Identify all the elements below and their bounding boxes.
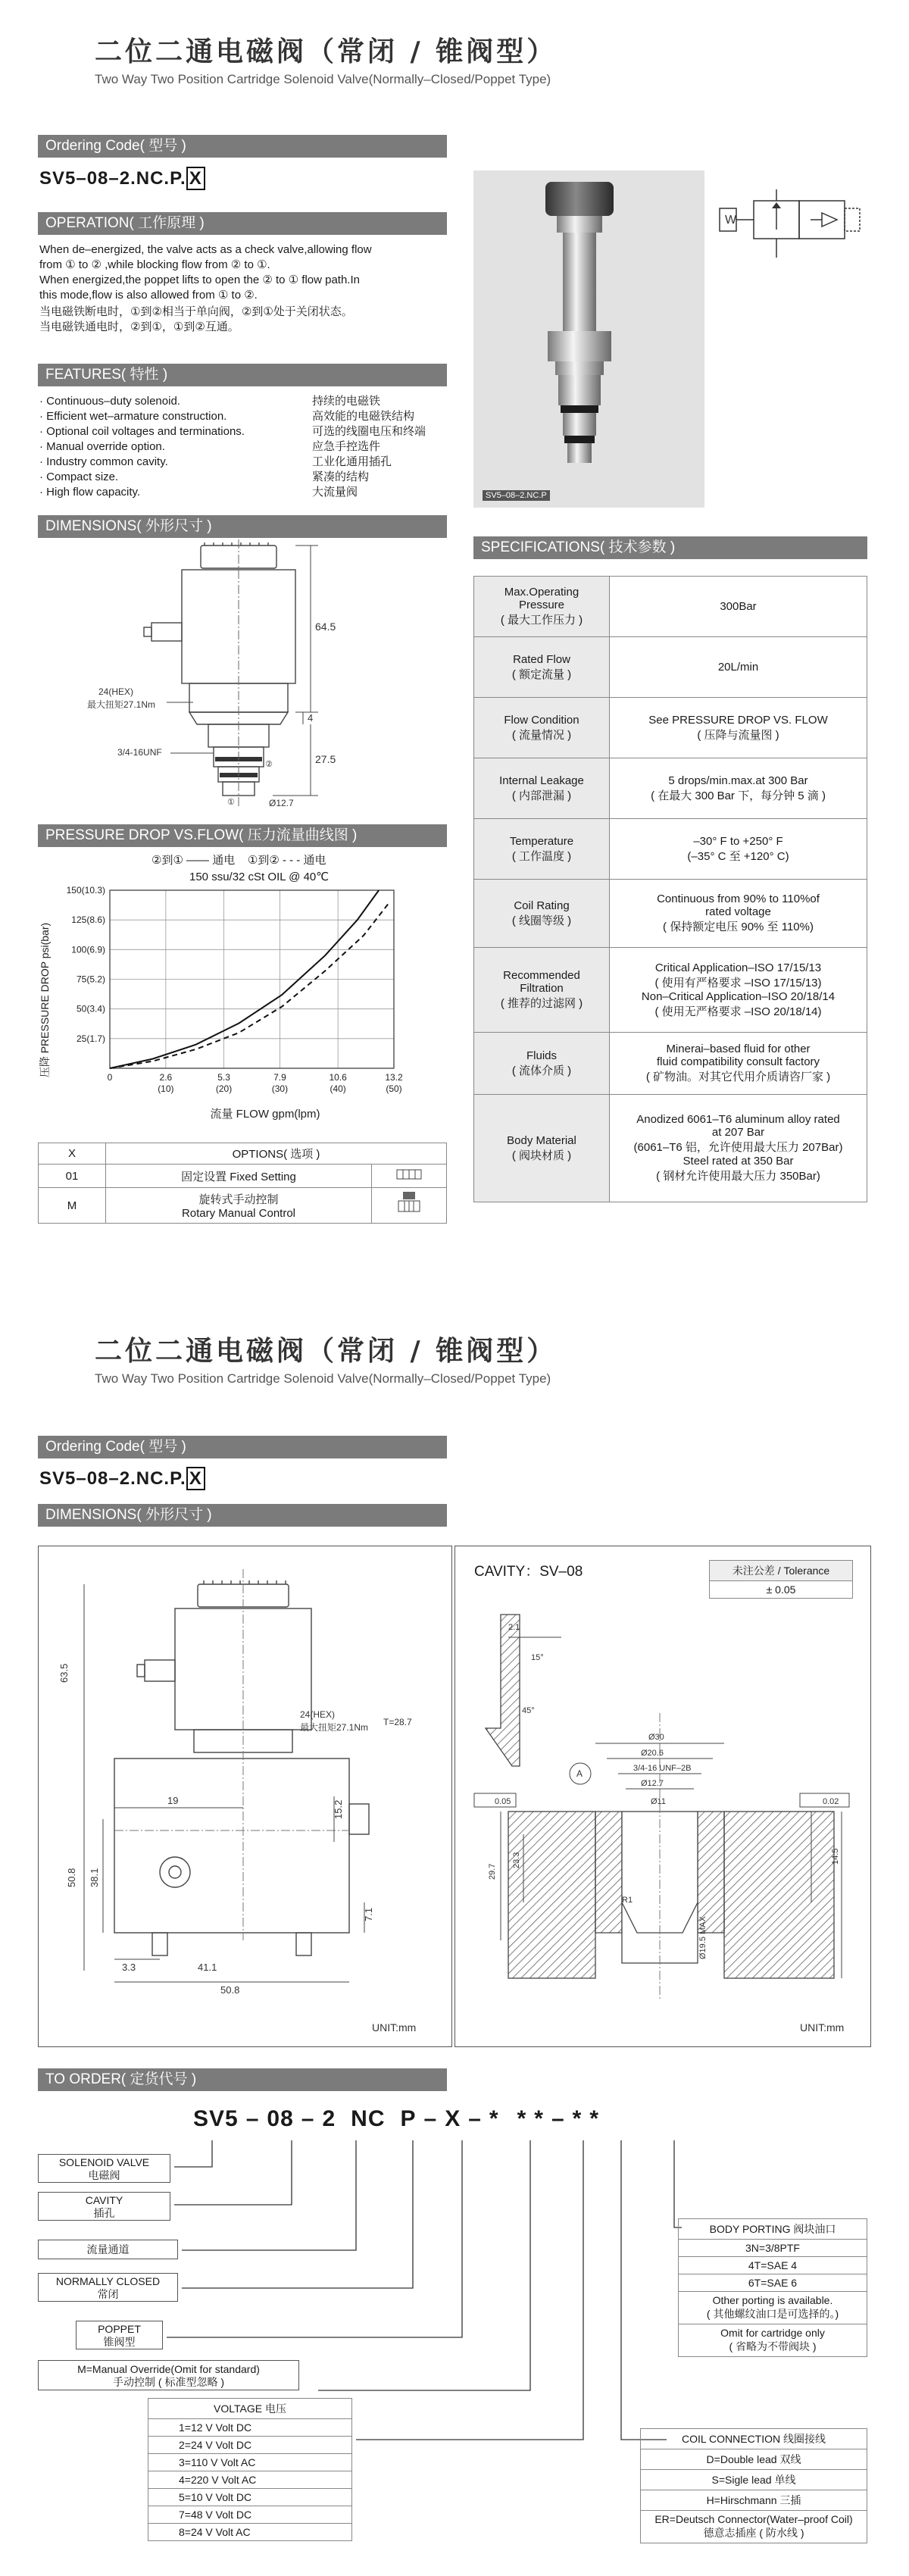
dim-label-64-5: 64.5 <box>315 621 336 633</box>
order-normally-closed: NORMALLY CLOSED 常闭 <box>38 2273 178 2302</box>
dim2-50-8: 50.8 <box>66 1868 77 1887</box>
feature-en: · Efficient wet–armature construction. <box>39 410 227 423</box>
order-manual-override: M=Manual Override(Omit for standard) 手动控制 ( 标准型忽略 ) <box>38 2360 299 2390</box>
dim2-3-3: 3.3 <box>122 1962 136 1973</box>
code-part: * <box>589 2106 600 2131</box>
chart-xlabel: 流量 FLOW gpm(lpm) <box>210 1108 320 1121</box>
spec-value: Minerai–based fluid for other fluid compatibility consult factory ( 矿物油。对其它代用介质请咨厂家 ) <box>610 1033 867 1095</box>
feature-item <box>39 470 448 485</box>
spec-name: Internal Leakage ( 内部泄漏 ) <box>474 758 610 819</box>
chart-legend <box>152 852 326 868</box>
pressure-drop-bar: PRESSURE DROP VS.FLOW( 压力流量曲线图 ) <box>38 824 447 847</box>
spec-value: Anodized 6061–T6 aluminum alloy rated at 207 Bar (6061–T6 铝，允许使用最大压力 207Bar) Steel rated at 350 Bar ( 钢材允许使用最大压力 350Bar) <box>610 1095 867 1202</box>
voltage-row: 4=220 V Volt AC <box>148 2471 352 2489</box>
cav-23-3: 23.3 <box>512 1852 521 1868</box>
features-list <box>39 394 448 500</box>
dim2-38-1: 38.1 <box>89 1868 100 1887</box>
hydraulic-symbol <box>716 186 867 269</box>
feature-item <box>39 485 448 500</box>
feature-cn: 紧凑的结构 <box>312 470 370 483</box>
operation-line: 当电磁铁断电时，①到②相当于单向阀，②到①处于关闭状态。 <box>39 305 353 318</box>
order-cavity: CAVITY 插孔 <box>38 2192 170 2221</box>
spec-name: Flow Condition ( 流量情况 ) <box>474 698 610 758</box>
dim2-t28-7: T=28.7 <box>383 1717 412 1727</box>
chart-xtick-label: 13.2 <box>385 1072 403 1083</box>
chart-xtick-sublabel: (10) <box>158 1083 174 1094</box>
feature-en: · Compact size. <box>39 470 119 483</box>
body-porting-row: 4T=SAE 4 <box>679 2257 867 2274</box>
spec-name: Coil Rating ( 线圈等级 ) <box>474 880 610 948</box>
page2-ordering-code <box>39 1468 205 1490</box>
tolerance-value: ± 0.05 <box>710 1581 853 1599</box>
valve-photo-illustration <box>473 170 704 508</box>
unit-label-1: UNIT:mm <box>372 2021 417 2034</box>
code-part: – <box>551 2106 565 2131</box>
cav-2-1: 2.1 <box>508 1623 520 1632</box>
order-poppet: POPPET 锥阀型 <box>76 2321 163 2349</box>
feature-cn: 可选的线圈电压和终端 <box>312 425 426 438</box>
cav-ref-a: A <box>576 1768 583 1779</box>
feature-cn: 工业化通用插孔 <box>312 455 392 468</box>
specifications-table <box>473 576 867 1202</box>
coil-connection-table <box>640 2428 867 2543</box>
coil-row: S=Sigle lead 单线 <box>641 2470 867 2490</box>
operation-line: When de–energized, the valve acts as a check valve,allowing flow <box>39 243 372 256</box>
coil-title: COIL CONNECTION 线圈接线 <box>641 2429 867 2449</box>
voltage-row: 8=24 V Volt AC <box>148 2524 352 2541</box>
cav-d19-5: Ø19.5 MAX <box>698 1916 708 1959</box>
operation-line: When energized,the poppet lifts to open the ② to ① flow path.In <box>39 274 360 286</box>
ordering-code <box>39 168 205 189</box>
spec-name: Fluids ( 流体介质 ) <box>474 1033 610 1095</box>
ordering-code-text: SV5–08–2.NC.P. <box>39 168 186 189</box>
product-photo <box>473 170 704 508</box>
feature-item <box>39 455 448 470</box>
options-table <box>38 1143 447 1224</box>
dimension-drawing-1 <box>38 539 447 812</box>
pressure-drop-chart <box>38 849 447 1125</box>
body-porting-table <box>678 2218 867 2357</box>
code-part: – <box>468 2106 482 2131</box>
voltage-title: VOLTAGE 电压 <box>148 2399 352 2419</box>
chart-ylabel: 压降 PRESSURE DROP psi(bar) <box>39 922 51 1078</box>
cav-d12-7: Ø12.7 <box>641 1779 664 1788</box>
body-porting-title: BODY PORTING 阀块油口 <box>679 2219 867 2240</box>
voltage-row: 2=24 V Volt DC <box>148 2437 352 2454</box>
cav-r1: R1 <box>622 1896 633 1905</box>
unit-label-2: UNIT:mm <box>800 2021 845 2034</box>
feature-cn: 应急手控选件 <box>312 440 381 453</box>
rotary-manual-icon <box>372 1188 447 1224</box>
fixed-setting-icon <box>372 1165 447 1188</box>
dim2-torque: 最大扭矩27.1Nm <box>300 1722 369 1733</box>
dim2-41-1: 41.1 <box>198 1962 217 1973</box>
cav-45deg: 45° <box>522 1706 535 1715</box>
body-porting-row: 6T=SAE 6 <box>679 2274 867 2292</box>
options-header-title: OPTIONS( 选项 ) <box>106 1143 447 1165</box>
code-part: * <box>572 2106 583 2131</box>
chart-xtick-label: 2.6 <box>159 1072 173 1083</box>
code-part: * <box>489 2106 499 2131</box>
cav-15deg: 15° <box>531 1653 544 1662</box>
code-part: * <box>534 2106 544 2131</box>
spec-name: Rated Flow ( 额定流量 ) <box>474 637 610 698</box>
chart-xtick-label: 0 <box>107 1072 113 1083</box>
feature-cn: 持续的电磁铁 <box>312 395 381 408</box>
dim2-19: 19 <box>167 1795 179 1806</box>
feature-cn: 大流量阀 <box>312 486 358 499</box>
chart-xtick-sublabel: (40) <box>330 1083 346 1094</box>
dim-label-4: 4 <box>308 712 314 724</box>
tolerance-table <box>709 1560 853 1599</box>
dim2-15-2: 15.2 <box>333 1799 344 1819</box>
dim2-7-1: 7.1 <box>363 1907 374 1921</box>
voltage-table <box>148 2398 352 2541</box>
operation-text <box>39 242 464 335</box>
body-porting-row: Omit for cartridge only ( 省略为不带阀块 ) <box>679 2324 867 2357</box>
operation-bar: OPERATION( 工作原理 ) <box>38 212 447 235</box>
voltage-row: 1=12 V Volt DC <box>148 2419 352 2437</box>
chart-xtick-sublabel: (50) <box>386 1083 402 1094</box>
spec-name: Body Material ( 阀块材质 ) <box>474 1095 610 1202</box>
cavity-title: CAVITY：SV–08 <box>474 1564 583 1580</box>
page2-ordering-code-bar: Ordering Code( 型号 ) <box>38 1436 447 1458</box>
code-part: 08 <box>267 2106 294 2131</box>
cav-d11: Ø11 <box>651 1797 666 1806</box>
spec-value: 300Bar <box>610 577 867 637</box>
code-part: X <box>445 2106 461 2131</box>
option-text-en: Rotary Manual Control <box>181 1207 296 1220</box>
coil-row: D=Double lead 双线 <box>641 2449 867 2470</box>
spec-value: See PRESSURE DROP VS. FLOW ( 压降与流量图 ) <box>610 698 867 758</box>
cav-d20-6: Ø20.6 <box>641 1749 664 1758</box>
dim-hex: 24(HEX) <box>98 686 134 697</box>
spec-name: Temperature ( 工作温度 ) <box>474 819 610 880</box>
operation-line: 当电磁铁通电时，②到①，①到②互通。 <box>39 320 239 333</box>
cav-29-7: 29.7 <box>488 1863 497 1880</box>
legend-dashed: ①到② - - - 通电 <box>247 854 326 867</box>
code-part: – <box>423 2106 438 2131</box>
code-part: * <box>517 2106 527 2131</box>
code-part: – <box>301 2106 315 2131</box>
options-header-x: X <box>39 1143 106 1165</box>
chart-xtick-label: 7.9 <box>273 1072 286 1083</box>
body-dimension-frame <box>38 1546 452 2047</box>
body-porting-row: 3N=3/8PTF <box>679 2240 867 2257</box>
dim2-hex: 24(HEX) <box>300 1709 336 1720</box>
chart-ytick-label: 100(6.9) <box>71 944 105 955</box>
cav-gd1: 0.05 <box>495 1797 511 1806</box>
cav-thread: 3/4-16 UNF–2B <box>633 1764 692 1773</box>
feature-item <box>39 409 448 424</box>
feature-item <box>39 439 448 455</box>
voltage-row: 5=10 V Volt DC <box>148 2489 352 2506</box>
code-part: – <box>245 2106 260 2131</box>
to-order-bar: TO ORDER( 定货代号 ) <box>38 2068 447 2091</box>
chart-ytick-label: 75(5.2) <box>76 974 105 985</box>
feature-cn: 高效能的电磁铁结构 <box>312 410 415 423</box>
spec-name: Max.Operating Pressure ( 最大工作压力 ) <box>474 577 610 637</box>
tolerance-label: 未注公差 / Tolerance <box>710 1561 853 1581</box>
cav-gd2: 0.02 <box>823 1797 839 1806</box>
specifications-bar: SPECIFICATIONS( 技术参数 ) <box>473 536 867 559</box>
option-code: 01 <box>39 1165 106 1188</box>
page2-title-cn: 二位二通电磁阀（常闭 / 锥阀型） <box>95 1336 558 1367</box>
page2-title-en: Two Way Two Position Cartridge Solenoid Valve(Normally–Closed/Poppet Type) <box>95 1371 551 1386</box>
page-title-en: Two Way Two Position Cartridge Solenoid Valve(Normally–Closed/Poppet Type) <box>95 72 551 86</box>
order-flow-path: 流量通道 <box>38 2240 178 2259</box>
feature-item <box>39 424 448 439</box>
chart-ytick-label: 150(10.3) <box>66 885 105 896</box>
page2-dimensions-bar: DIMENSIONS( 外形尺寸 ) <box>38 1504 447 1527</box>
voltage-row: 3=110 V Volt AC <box>148 2454 352 2471</box>
dimensions-bar: DIMENSIONS( 外形尺寸 ) <box>38 515 447 538</box>
order-code-row <box>193 2106 599 2132</box>
code-part: SV5 <box>193 2106 239 2131</box>
valve-dimension-drawing <box>38 539 447 812</box>
svg-text:①: ① <box>227 798 235 807</box>
spec-value: –30° F to +250° F (–35° C 至 +120° C) <box>610 819 867 880</box>
spec-value: Critical Application–ISO 17/15/13 ( 使用有严格要求 –ISO 17/15/13) Non–Critical Application–ISO 20/18/14 ( 使用无严格要求 –ISO 20/18/14) <box>610 948 867 1033</box>
chart-ytick-label: 25(1.7) <box>76 1033 105 1044</box>
ordering-code-x: X <box>186 167 205 190</box>
feature-en: · High flow capacity. <box>39 486 141 499</box>
feature-en: · Manual override option. <box>39 440 165 453</box>
chart-xtick-sublabel: (20) <box>215 1083 233 1094</box>
option-text <box>106 1188 372 1224</box>
option-text: 固定设置 Fixed Setting <box>106 1165 372 1188</box>
option-text-cn: 旋转式手动控制 <box>198 1193 279 1206</box>
chart-series-dashed <box>110 902 389 1068</box>
coil-row: H=Hirschmann 三插 <box>641 2490 867 2511</box>
ordering-code-bar: Ordering Code( 型号 ) <box>38 135 447 158</box>
feature-en: · Continuous–duty solenoid. <box>39 395 180 408</box>
dim2-63-5: 63.5 <box>58 1663 70 1683</box>
code-part: 2 <box>322 2106 336 2131</box>
hydraulic-symbol-icon <box>716 186 867 269</box>
coil-row: ER=Deutsch Connector(Water–proof Coil) 德意志插座 ( 防水线 ) <box>641 2511 867 2543</box>
order-solenoid-valve: SOLENOID VALVE 电磁阀 <box>38 2154 170 2183</box>
option-code: M <box>39 1188 106 1224</box>
cavity-frame <box>454 1546 871 2047</box>
chart-xtick-label: 5.3 <box>217 1072 230 1083</box>
pressure-chart-svg <box>38 849 447 1125</box>
chart-xtick-label: 10.6 <box>329 1072 347 1083</box>
feature-en: · Industry common cavity. <box>39 455 168 468</box>
operation-line: from ① to ② ,while blocking flow from ② to ①. <box>39 258 270 271</box>
page2-ordering-code-x: X <box>186 1467 205 1490</box>
feature-en: · Optional coil voltages and terminations. <box>39 425 245 438</box>
body-dimension-drawing <box>39 1546 451 2046</box>
spec-value: 5 drops/min.max.at 300 Bar ( 在最大 300 Bar 下，每分钟 5 滴 ) <box>610 758 867 819</box>
photo-caption: SV5–08–2.NC.P <box>483 490 550 501</box>
features-bar: FEATURES( 特性 ) <box>38 364 447 386</box>
cav-14-5: 14.5 <box>831 1848 840 1865</box>
code-part: NC <box>351 2106 386 2131</box>
dim-label-27-5: 27.5 <box>315 753 336 765</box>
chart-ytick-label: 125(8.6) <box>71 914 105 926</box>
spec-value: Continuous from 90% to 110%of rated voltage ( 保持额定电压 90% 至 110%) <box>610 880 867 948</box>
cav-d30: Ø30 <box>648 1733 664 1742</box>
dim2-50-8b: 50.8 <box>220 1984 240 1996</box>
dim-diameter: Ø12.7 <box>269 798 294 808</box>
operation-line: this mode,flow is also allowed from ① to ②. <box>39 289 258 302</box>
legend-solid: ②到① —— 通电 <box>152 854 236 867</box>
feature-item <box>39 394 448 409</box>
spec-name: Recommended Filtration ( 推荐的过滤网 ) <box>474 948 610 1033</box>
cavity-drawing-svg <box>455 1546 870 2046</box>
dim-thread: 3/4-16UNF <box>117 747 162 758</box>
dim-torque: 最大扭矩27.1Nm <box>87 699 156 710</box>
code-part: P <box>400 2106 417 2131</box>
chart-ytick-label: 50(3.4) <box>76 1003 105 1014</box>
page-title-cn: 二位二通电磁阀（常闭 / 锥阀型） <box>95 36 558 67</box>
chart-condition: 150 ssu/32 cSt OIL @ 40℃ <box>189 871 330 883</box>
page2-ordering-code-text: SV5–08–2.NC.P. <box>39 1468 186 1489</box>
voltage-row: 7=48 V Volt DC <box>148 2506 352 2524</box>
svg-text:W: W <box>725 214 737 227</box>
svg-text:②: ② <box>265 760 273 769</box>
spec-value: 20L/min <box>610 637 867 698</box>
body-porting-row: Other porting is available. ( 其他螺纹油口是可选择的。) <box>679 2292 867 2324</box>
chart-xtick-sublabel: (30) <box>271 1083 289 1094</box>
